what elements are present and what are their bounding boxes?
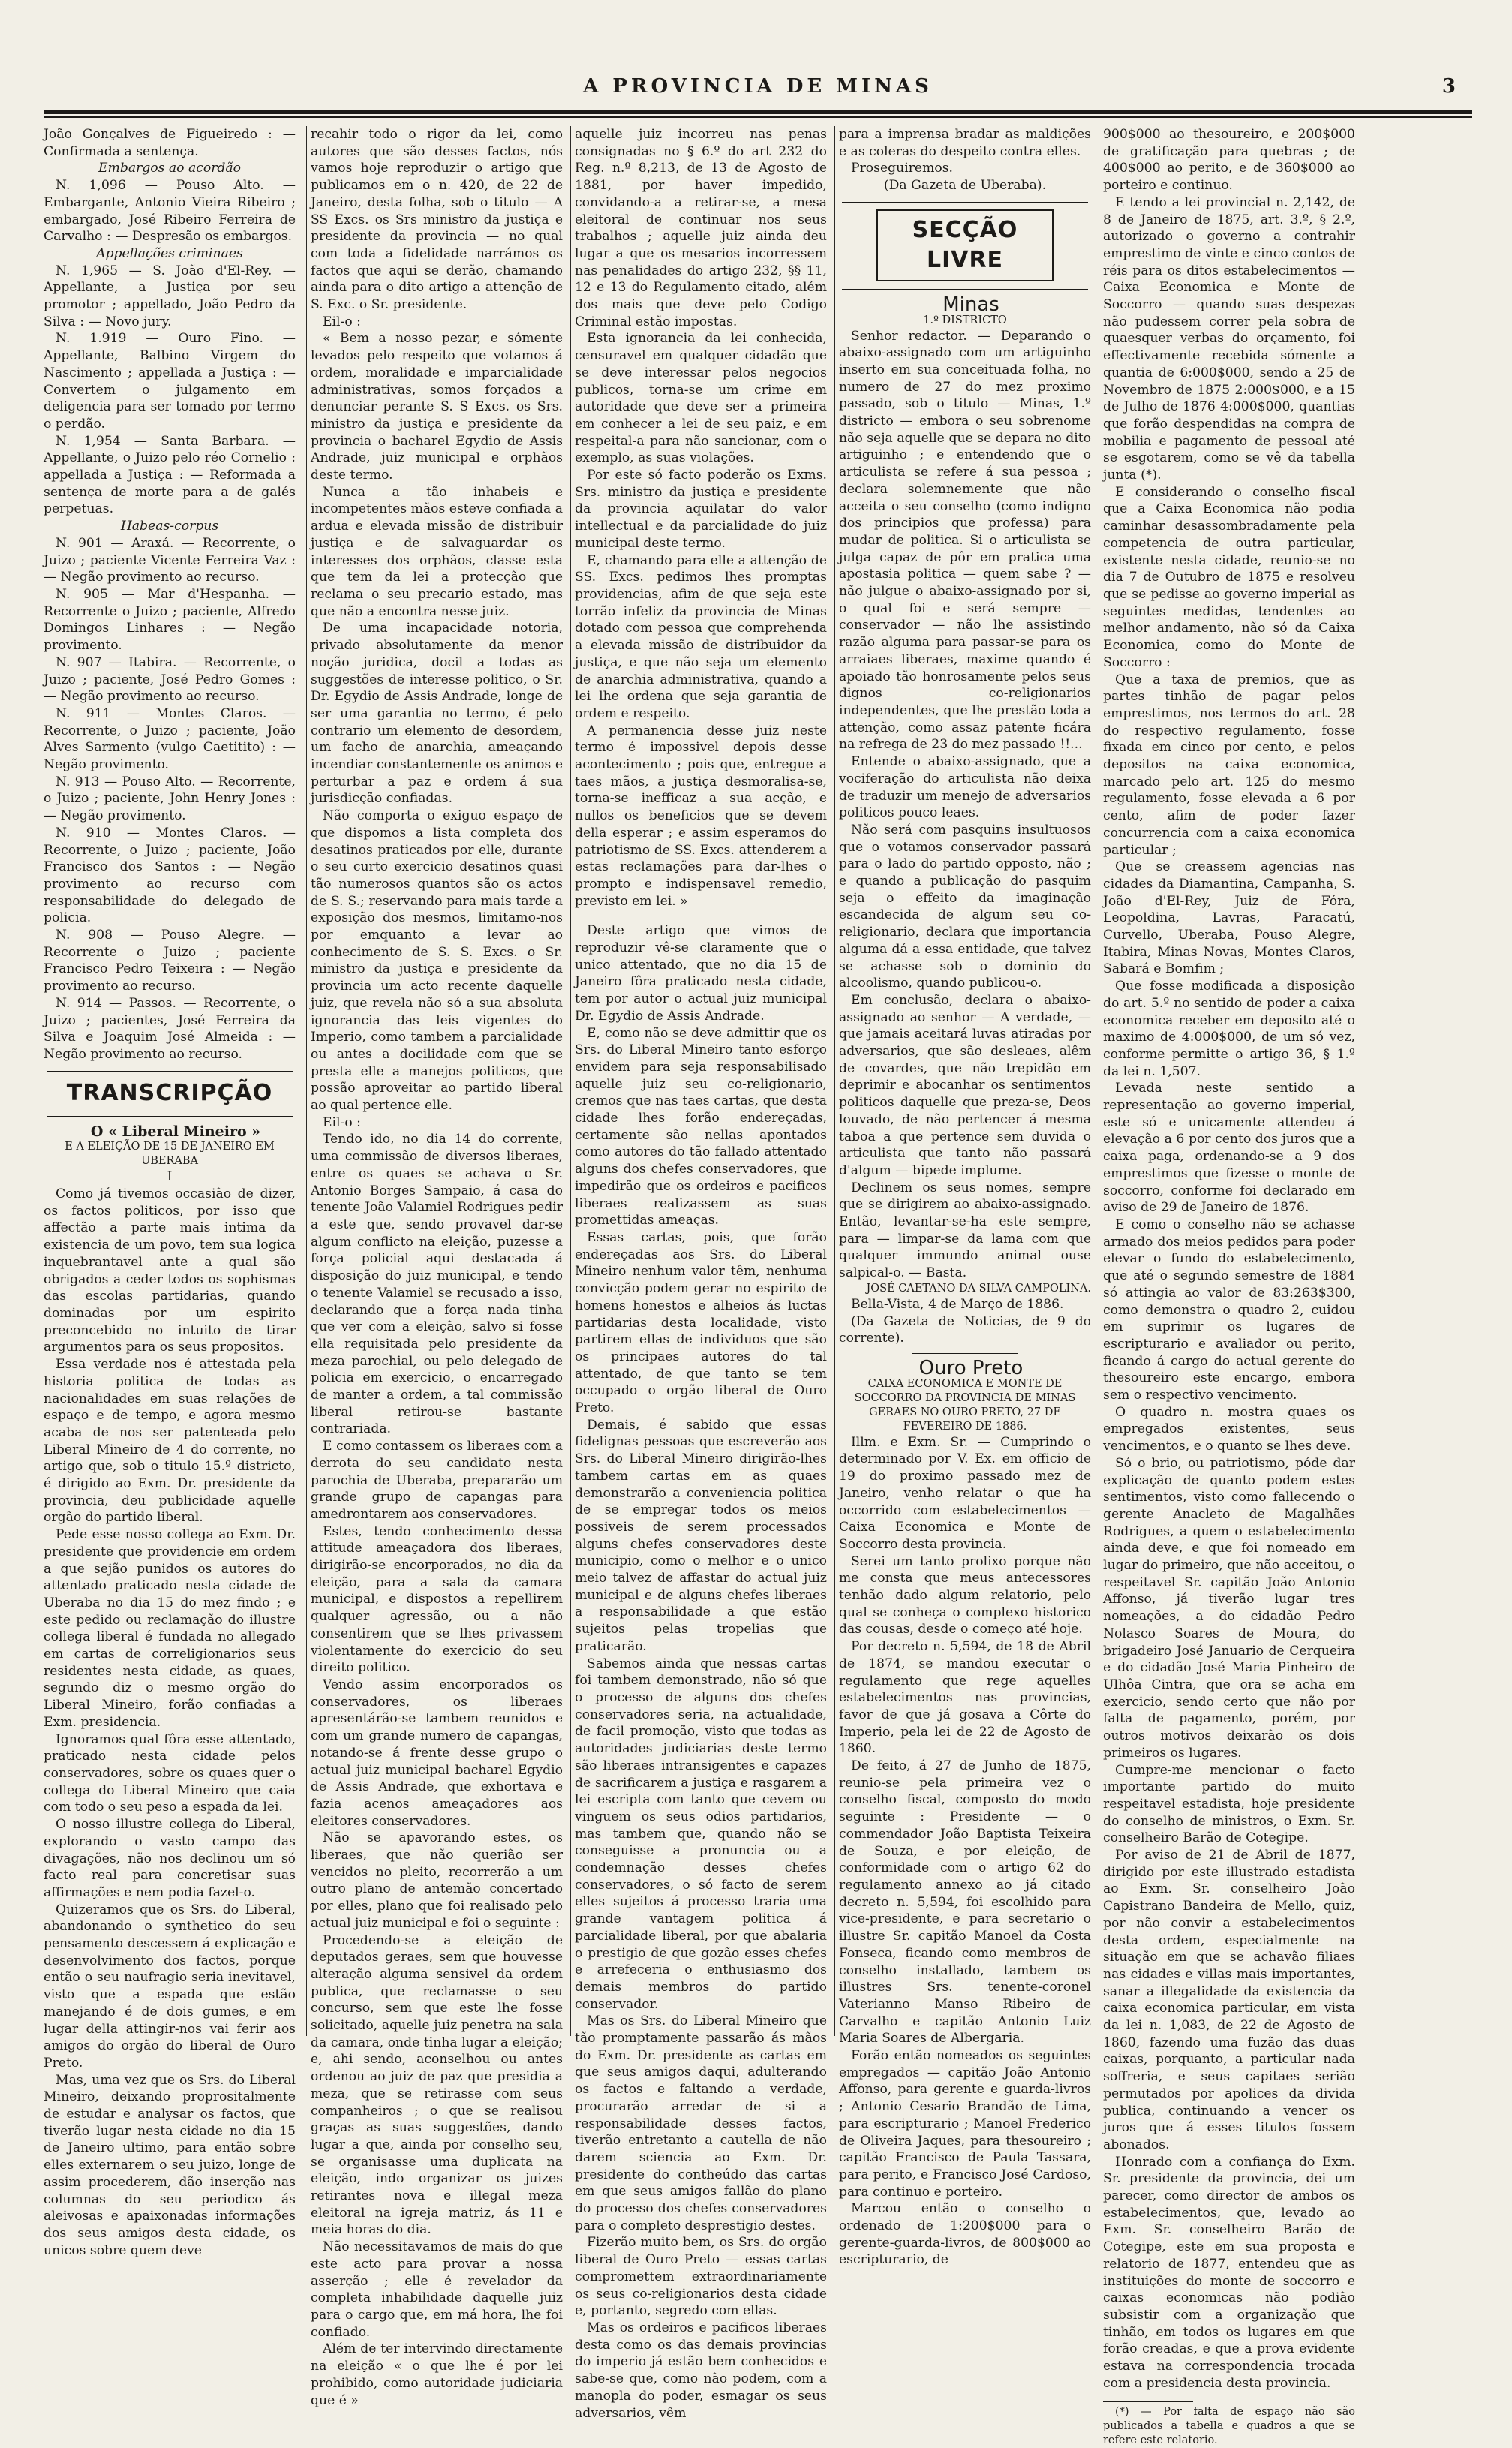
source-credit: (Da Gazeta de Uberaba). (883, 178, 1047, 194)
paragraph: Só o brio, ou patriotismo, póde dar explicação de quanto podem estes sentimentos, visto como fallecendo o gerente Anacleto de Magalhães Rodrigues, a quem o estabelecimento ainda deve, e que foi nomeado em lugar do primeiro, que não acceitou, o respeitavel Sr. capitão João Antonio Affonso, já tiverão lugar tres nomeações, a do cidadão Pedro Nolasco Soares de Moura, do brigadeiro José Januario de Cerqueira e do cidadão José Maria Pinheiro de Ulhôa Cintra, que ora se acha em exercicio, sendo certo que não por falta de pagamento, porém, por outros motivos deixarão os dois primeiros os lugares. (1103, 1455, 1355, 1761)
paragraph: N. 1,954 — Santa Barbara. — Appellante, o Juizo pelo réo Cornelio : appellada a Justiça : — Reformada a sentença de morte para a de galés perpetuas. (44, 433, 296, 517)
paragraph: Senhor redactor. — Deparando o abaixo-assignado com um artiguinho inserto em sua conceituada folha, no numero de 27 do mez proximo passado, sob o titulo — Minas, 1.º districto — embora o seu sobrenome não seja aquelle que se depara no dito artiguinho ; e entendendo que o articulista se refere á sua pessoa ; declara solemnemente que não acceita o seu conselho (como indigno dos principios que professa) para mudar de politica. Si o articulista se julga capaz de pôr em pratica uma apostasia politica — quem sabe ? — não julgue o abaixo-assignado por si, o qual foi e será sempre — conservador — não lhe assistindo razão alguma para passar-se para os arraiaes liberaes, maxime quando é apoiado tão honrosamente pelos seus dignos co-religionarios independentes, que lhe prestão toda a attenção, como assaz patente ficára na refrega de 23 do mez passado !!... (839, 328, 1091, 753)
paragraph: O quadro n. mostra quaes os empregados existentes, seus vencimentos, e o quanto se lhes deve. (1103, 1404, 1355, 1454)
paragraph: Mas, uma vez que os Srs. do Liberal Mineiro, deixando proprositalmente de estudar e analysar os factos, que tiverão lugar nesta cidade no dia 15 de Janeiro ultimo, para então sobre elles externarem o seu juizo, longe de assim procederem, dão inserção nas columnas do seu periodico ás aleivosas e apaixonadas informações dos seus amigos desta cidade, os unicos sobre quem deve (44, 2072, 296, 2258)
paragraph: Levada neste sentido a representação ao governo imperial, este só e unicamente attendeu á elevação a 6 por cento dos juros que a caixa paga, ordenando-se a 9 dos emprestimos que fizesse o monte de soccorro, conforme foi declarado em aviso de 29 de Janeiro de 1876. (1103, 1081, 1355, 1216)
paragraph: Cumpre-me mencionar o facto importante partido do muito respeitavel estadista, hoje presidente do conselho de ministros, o Exm. Sr. conselheiro Barão de Cotegipe. (1103, 1762, 1355, 1846)
paragraph: E, como não se deve admittir que os Srs. do Liberal Mineiro tanto esforço envidem para seja responsabilisado aquelle juiz seu co-religionario, cremos que nas taes cartas, que desta cidade lhes forão endereçadas, certamente são nellas apontados como autores do tão fallado attentado alguns dos chefes conservadores, que impedirão que os ordeiros e pacificos liberaes realizassem as suas promettidas ameaças. (575, 1025, 827, 1229)
paragraph: N. 907 — Itabira. — Recorrente, o Juizo ; paciente, José Pedro Gomes : — Negão provimento ao recurso. (44, 654, 296, 705)
paragraph: Demais, é sabido que essas fidelignas pessoas que escreverão aos Srs. do Liberal Mineiro dirigirão-lhes tambem cartas em as quaes demonstrarão a conveniencia politica de se empregar todos os meios possiveis de serem processados alguns chefes conservadores deste municipio, como o melhor e o unico meio talvez de affastar do actual juiz municipal e de alguns chefes liberaes a responsabilidade a que estão sujeitos pelas tropelias que praticarão. (575, 1417, 827, 1654)
paragraph: Fizerão muito bem, os Srs. do orgão liberal de Ouro Preto — essas cartas compromettem extraordinariamente os seus co-religionarios desta cidade e, portanto, segredo com ellas. (575, 2235, 827, 2319)
source-credit: (Da Gazeta de Noticias, de 9 do corrente). (839, 1313, 1091, 1346)
section-rule (842, 289, 1088, 290)
paragraph: aquelle juiz incorreu nas penas consignadas no § 6.º do art 232 do Reg. n.º 8,213, de 13 de Agosto de 1881, por haver impedido, convidando-a a retirar-se, a mesa eleitoral de continuar nos seus trabalhos ; aquelle juiz ainda deu lugar a que os mesarios incorressem nas penalidades do artigo 232, §§ 11, 12 e 13 do Regulamento citado, além dos mais que deve pelo Codigo Criminal estão impostas. (575, 127, 827, 329)
footnote: (*) — Por falta de espaço não são publicados a tabella e quadros a que se refere este relatorio. (1103, 2405, 1355, 2446)
paragraph: De uma incapacidade notoria, privado absolutamente da menor noção juridica, docil a todas as suggestões de interesse politico, o Sr. Dr. Egydio de Assis Andrade, longe de ser uma garantia no termo, é pelo contrario um elemento de desordem, um facho de anarchia, ameaçando incendiar constantemente os animos e perturbar a paz e ordem á sua jurisdicção confiadas. (311, 621, 563, 807)
column-2 (311, 126, 563, 2408)
paragraph: João Gonçalves de Figueiredo : — Confirmada a sentença. (44, 127, 296, 159)
subheading-embargos: Embargos ao acordão (98, 161, 242, 176)
paragraph: Não se apavorando estes, os liberaes, que não querião ser vencidos no pleito, recorrerão a um outro plano de antemão concertado por elles, plano que foi realisado pelo actual juiz municipal e foi o seguinte : (311, 1830, 563, 1931)
footnote-rule (1103, 2401, 1193, 2402)
paragraph: E tendo a lei provincial n. 2,142, de 8 de Janeiro de 1875, art. 3.º, § 2.º, autorizado o governo a contrahir emprestimo de vinte e cinco contos de réis para os ditos estabelecimentos — Caixa Economica e Monte de Soccorro — quando suas despezas não pudessem correr pela sobra de quaesquer verbas do orçamento, foi effectivamente recebida sómente a quantia de 6:000$000, sendo a 25 de Novembro de 1875 2:000$000, e a 15 de Julho de 1876 4:000$000, quantias que forão despendidas na compra de mobilia e pagamento de pessoal até se esgotarem, como se vê da tabella junta (*). (1103, 194, 1355, 483)
header-rule (44, 110, 1472, 118)
paragraph: Deste artigo que vimos de reproduzir vê-se claramente que o unico attentado, que no dia 15 de Janeiro fôra praticado nesta cidade, tem por autor o actual juiz municipal Dr. Egydio de Assis Andrade. (575, 923, 827, 1024)
paragraph: A permanencia desse juiz neste termo é impossivel depois desse acontecimento ; pois que, entregue a taes mãos, a justiça desmoralisa-se, torna-se inefficaz a sua acção, e nullos os beneficios que se devem della esperar ; e assim esperamos do patriotismo de SS. Excs. attenderem a estas reclamações para dar-lhes o prompto e indispensavel remedio, previsto em lei. » (575, 723, 827, 909)
paragraph: Proseguiremos. (851, 161, 954, 176)
paragraph: Que se creassem agencias nas cidades da Diamantina, Campanha, S. João d'El-Rey, Juiz de Fóra, Leopoldina, Lavras, Paracatú, Curvello, Uberaba, Pouso Alegre, Itabira, Minas Novas, Montes Claros, Sabará e Bomfim ; (1103, 859, 1355, 977)
paragraph: Honrado com a confiança do Exm. Sr. presidente da provincia, dei um parecer, como director de ambos os estabelecimentos, que, levado ao Exm. Sr. conselheiro Barão de Cotegipe, este em sua proposta e relatorio de 1877, entendeu que as instituições do monte de soccorro e caixas economicas não podião subsistir com a organização que tinhão, em todos os lugares em que forão creadas, e que a prova evidente estava na correspondencia trocada com a presidencia desta provincia. (1103, 2154, 1355, 2391)
paragraph: Marcou então o conselho o ordenado de 1:200$000 para o gerente-guarda-livros, de 800$000 ao escripturario, de (839, 2201, 1091, 2268)
paragraph: E como o conselho não se achasse armado dos meios pedidos para poder elevar o fundo do estabelecimento, que até o segundo semestre de 1884 só attingia ao valor de 83:263$300, como demonstra o quadro 2, cuidou em suprimir os lugares de escripturario e avaliador ou perito, ficando á cargo do actual gerente do thesoureiro este encargo, embora sem o respectivo vencimento. (1103, 1217, 1355, 1403)
paragraph: Mas os ordeiros e pacificos liberaes desta como os das demais provincias do imperio já estão bem conhecidos e sabe-se que, como não podem, com a manopla do poder, esmagar os seus adversarios, vêm (575, 2320, 827, 2421)
paragraph: Em conclusão, declara o abaixo-assignado ao senhor — A verdade, — que jamais aceitará luvas atiradas por adversarios, que são desleaes, alêm de covardes, que não trepidão em deprimir e abocanhar os sentimentos politicos daquelle que preza-se, Deos louvado, de não pertencer á mesma taboa a que pertence sem duvida o articulista que tanto não passará d'algum — bipede implume. (839, 992, 1091, 1178)
paragraph: Essas cartas, pois, que forão endereçadas aos Srs. do Liberal Mineiro nenhum valor têm, nenhuma convicção podem gerar no espirito de homens honestos e alheios ás luctas partidarias desta localidade, visto partirem ellas de individuos que são os principaes autores do tal attentado, de que tanto se tem occupado o orgão liberal de Ouro Preto. (575, 1230, 827, 1416)
paragraph: N. 908 — Pouso Alegre. — Recorrente o Juizo ; paciente Francisco Pedro Teixeira : — Negão provimento ao recurso. (44, 928, 296, 994)
paragraph: E, chamando para elle a attenção de SS. Excs. pedimos lhes promptas providencias, afim de que seja este torrão infeliz da provincia de Minas dotado com pessoa que comprehenda a elevada missão de distribuidor da justiça, e que não seja um elemento de anarchia administrativa, quando a lei lhe ordena que seja garantia de ordem e respeito. (575, 552, 827, 721)
paragraph: Estes, tendo conhecimento dessa attitude ameaçadora dos liberaes, dirigirão-se encorporados, no dia da eleição, para a sala da camara municipal, e dispostos a repellirem qualquer agressão, ou a não consentirem que se lhes privassem violentamente do exercicio do seu direito politico. (311, 1523, 563, 1676)
signature: JOSÉ CAETANO DA SILVA CAMPOLINA. (866, 1282, 1091, 1295)
paragraph: E como contassem os liberaes com a derrota do seu candidato nesta parochia de Uberaba, prepararão um grande grupo de capangas para amedrontarem aos conservadores. (311, 1439, 563, 1522)
article-title: O « Liberal Mineiro » (90, 1123, 261, 1140)
column-4 (839, 126, 1091, 2268)
paragraph: Por este só facto poderão os Exms. Srs. ministro da justiça e presidente da provincia aquilatar do valor intellectual e da parcialidade do juiz municipal deste termo. (575, 468, 827, 551)
section-rule (47, 1116, 293, 1117)
column-5 (1103, 126, 1355, 2446)
article-part-number: I (167, 1169, 173, 1185)
paragraph: Forão então nomeados os seguintes empregados — capitão João Antonio Affonso, para gerente e guarda-livros ; Antonio Cesario Brandão de Lima, para escripturario ; Manoel Frederico de Oliveira Jaques, para thesoureiro ; capitão Francisco de Paula Tassara, para perito, e Francisco José Cardoso, para continuo e porteiro. (839, 2048, 1091, 2200)
paragraph: 900$000 ao thesoureiro, e 200$000 de gratificação para quebras ; de 400$000 ao perito, e de 360$000 ao porteiro e continuo. (1103, 127, 1355, 194)
paragraph: N. 1,096 — Pouso Alto. — Embargante, Antonio Vieira Ribeiro ; embargado, José Ribeiro Ferreira de Carvalho : — Despresão os embargos. (44, 178, 296, 245)
paragraph: E considerando o conselho fiscal que a Caixa Economica não podia caminhar desassombradamente pela competencia de outra particular, existente nesta cidade, reunio-se no dia 7 de Outubro de 1875 e resolveu que se pedisse ao governo imperial as seguintes medidas, tendentes ao melhor andamento, não só da Caixa Economica, como do Monte de Soccorro : (1103, 484, 1355, 670)
page-number: 3 (1441, 75, 1456, 98)
paragraph: Serei um tanto prolixo porque não me consta que meus antecessores tenhão dado algum relatorio, pelo qual se conheça o complexo historico das cousas, desde o começo até hoje. (839, 1553, 1091, 1638)
column-3 (575, 126, 827, 2421)
paragraph: Nunca a tão inhabeis e incompetentes mãos esteve confiada a ardua e elevada missão de distribuir justiça e de salvaguardar os interesses dos orphãos, classe esta que tem da lei a protecção que reclama o seu precario estado, mas que não a encontra nesse juiz. (311, 484, 563, 619)
subheading-appellacoes: Appellações criminaes (96, 245, 243, 261)
article-subtitle: 1.º DISTRICTO (923, 314, 1007, 326)
column-divider (306, 126, 307, 2036)
paragraph: Que fosse modificada a disposição do art. 5.º no sentido de poder a caixa economica receber em deposito até o maximo de 4:000$000, de um só vez, conforme permitte o artigo 36, § 1.º da lei n. 1,507. (1103, 979, 1355, 1079)
paragraph: Entende o abaixo-assignado, que a vociferação do articulista não deixa de traduzir um menejo de adversarios politicos pouco leaes. (839, 754, 1091, 821)
section-rule (47, 1071, 293, 1072)
column-divider (570, 126, 571, 2036)
paragraph: « Bem a nosso pezar, e sómente levados pelo respeito que votamos á ordem, moralidade e imparcialidade administrativas, somos forçados a denunciar perante S. S Excs. os Srs. ministro da justiça e presidente da provincia o bacharel Egydio de Assis Andrade, juiz municipal e orphãos deste termo. (311, 331, 563, 483)
paragraph: Mas os Srs. do Liberal Mineiro que tão promptamente passarão ás mãos do Exm. Dr. presidente as cartas em que seus amigos daqui, adulterando os factos e faltando a verdade, procurarão arredar de si a responsabilidade desses factos, tiverão entretanto a cautella de não darem sciencia ao Exm. Dr. presidente do contheúdo das cartas em que seus amigos fallão do plano do processo dos chefes conservadores para o completo desprestigio destes. (575, 2013, 827, 2233)
paragraph: Vendo assim encorporados os conservadores, os liberaes apresentárão-se tambem reunidos e com um grande numero de capangas, notando-se á frente desse grupo o actual juiz municipal bacharel Egydio de Assis Andrade, que exhortava e fazia acenos ameaçadores aos eleitores conservadores. (311, 1677, 563, 1829)
paragraph: Não comporta o exiguo espaço de que dispomos a lista completa dos desatinos praticados por elle, durante o seu curto exercicio desatinos quasi tão numerosos quantos são os actos de S. S.; reservando para mais tarde a exposição dos mesmos, limitamo-nos por emquanto a levar ao conhecimento de S. S. Excs. o Sr. ministro da justiça e presidente da provincia um acto recente daquelle juiz, que revela não só a sua absoluta ignorancia das leis vigentes do Imperio, como tambem a parcialidade ou antes a docilidade com que se presta elle a manejos politicos, que possão aproveitar ao partido liberal ao qual pertence elle. (311, 808, 563, 1114)
paragraph: Sabemos ainda que nessas cartas foi tambem demonstrado, não só que o processo de alguns dos chefes conservadores seria, na actualidade, de facil promoção, visto que todas as autoridades judiciarias deste termo são liberaes intransigentes e capazes de sacrificarem a justiça e rasgarem a lei escripta com tanto que cevem ou vinguem os seus odios partidarios, mas tambem que, quando não se conseguisse a pronuncia ou a condemnação desses chefes conservadores, o só facto de serem elles sujeitos á processo traria uma grande vantagem politica á parcialidade liberal, por que abalaria o prestigio de que gozão esses chefes e arrefeceria o enthusiasmo dos demais membros do partido conservador. (575, 1656, 827, 2012)
section-rule (842, 202, 1088, 203)
paragraph: Esta ignorancia da lei conhecida, censuravel em qualquer cidadão que se deve interessar pelos negocios publicos, torna-se um crime em autoridade que deve ser a primeira em conhecer a lei de seu paiz, e em respeital-a para não sancionar, com o exemplo, as suas violações. (575, 331, 827, 466)
section-heading-box (876, 209, 1054, 281)
paragraph: N. 1,965 — S. João d'El-Rey. — Appellante, a Justiça por seu promotor ; appellado, João Pedro da Silva : — Novo jury. (44, 263, 296, 329)
paragraph: O nosso illustre collega do Liberal, explorando o vasto campo das divagações, não nos declinou um só facto real para concretisar suas affirmações e nem podia fazel-o. (44, 1817, 296, 1900)
paragraph: Ignoramos qual fôra esse attentado, praticado nesta cidade pelos conservadores, sobre os quaes quer o collega do Liberal Mineiro que caia com todo o seu peso a espada da lei. (44, 1731, 296, 1815)
paragraph: N. 905 — Mar d'Hespanha. — Recorrente o Juizo ; paciente, Alfredo Domingos Linhares : — Negão provimento. (44, 586, 296, 654)
paragraph: De feito, á 27 de Junho de 1875, reunio-se pela primeira vez o conselho fiscal, composto do modo seguinte : Presidente — o commendador João Baptista Teixeira de Souza, e por eleição, de conformidade com o artigo 62 do regulamento annexo ao já citado decreto n. 5,594, foi escolhido para vice-presidente, e para secretario o illustre Sr. capitão Manoel da Costa Fonseca, ficando como membros de conselho installado, tambem os illustres Srs. tenente-coronel Vaterianno Manso Ribeiro de Carvalho e capitão Antonio Luiz Maria Soares de Albergaria. (839, 1758, 1091, 2047)
section-heading-transcripcao: TRANSCRIPÇÃO (66, 1079, 273, 1106)
paragraph: Illm. e Exm. Sr. — Cumprindo o determinado por V. Ex. em officio de 19 do proximo passado mez de Janeiro, venho relatar o que ha occorrido com estabelecimentos —Caixa Economica e Monte de Soccorro desta provincia. (839, 1434, 1091, 1552)
paragraph: Além de ter intervindo directamente na eleição « o que lhe é por lei prohibido, como autoridade judiciaria que é » (311, 2341, 563, 2408)
paragraph: Que a taxa de premios, que as partes tinhão de pagar pelos emprestimos, nos termos do art. 28 do respectivo regulamento, fosse fixada em cinco por cento, e pelos depositos na caixa economica, marcado pelo art. 125 do mesmo regulamento, fosse elevada a 6 por cento, afim de poder fazer concurrencia com a caixa economica particular ; (1103, 672, 1355, 858)
paragraph: Quizeramos que os Srs. do Liberal, abandonando o synthetico do seu pensamento descessem á explicação e desenvolvimento dos factos, porque então o seu naufragio seria inevitavel, visto que a espada que estão manejando é de dois gumes, e em lugar della attingir-nos vai ferir aos amigos do orgão do liberal de Ouro Preto. (44, 1902, 296, 2071)
subheading-habeas-corpus: Habeas-corpus (120, 519, 219, 534)
section-heading-seccao-livre: SECÇÃO LIVRE (912, 216, 1018, 273)
article-subtitle: CAIXA ECONOMICA E MONTE DE SOCCORRO DA PROVINCIA DE MINAS GERAES NO OURO PRETO, 27 DE FEVEREIRO DE 1886. (854, 1377, 1076, 1433)
paragraph: Não será com pasquins insultuosos que o votamos conservador passará para o lado do partido opposto, não ; e quando a publicação do pasquim seja o effeito da imaginação escandecida de algum seu co-religionario, declara que importancia alguma dá a essa entidade, que talvez se achasse sob o dominio do alcoolismo, quando publicou-o. (839, 822, 1091, 991)
column-1 (44, 126, 296, 2258)
paragraph: Por decreto n. 5,594, de 18 de Abril de 1874, se mandou executar o regulamento que rege aquelles estabelecimentos nas provincias, favor de que já gosava a Côrte do Imperio, pela lei de 22 de Agosto de 1860. (839, 1639, 1091, 1757)
paragraph: Tendo ido, no dia 14 do corrente, uma commissão de diversos liberaes, entre os quaes se achava o Sr. Antonio Borges Sampaio, á casa do tenente João Valamiel Rodrigues pedir a este que, sendo provavel dar-se algum conflicto na eleição, puzesse a força policial aqui destacada á disposição do juiz municipal, e tendo o tenente Valamiel se recusado a isso, declarando que a força nada tinha que ver com a eleição, salvo si fosse ella requisitada pelo presidente da meza parochial, ou pelo delegado de policia em exercicio, o encarregado de manter a ordem, a tal commissão liberal retirou-se bastante contrariada. (311, 1132, 563, 1437)
paragraph: N. 901 — Araxá. — Recorrente, o Juizo ; paciente Vicente Ferreira Vaz : — Negão provimento ao recurso. (44, 535, 296, 585)
paragraph: Essa verdade nos é attestada pela historia politica de todas as nacionalidades em suas relações de espaço e de tempo, e agora mesmo acaba de nos ser patenteada pelo Liberal Mineiro de 4 do corrente, no artigo que, sob o titulo 15.º districto, é dirigido ao Exm. Dr. presidente da provincia, deu publicidade aquelle orgão do partido liberal. (44, 1357, 296, 1526)
paragraph: Eil-o : (323, 1114, 361, 1130)
paragraph: recahir todo o rigor da lei, como autores que são desses factos, nós vamos hoje reproduzir o artigo que publicamos em o n. 420, de 22 de Janeiro, desta folha, sob o titulo — A SS Excs. os Srs ministro da justiça e presidente da provincia — no qual com toda a fidelidade narrámos os factos que aqui se derão, chamando ainda para o dito artigo a attenção de S. Exc. o Sr. presidente. (311, 127, 563, 313)
paragraph: N. 910 — Montes Claros. — Recorrente, o Juizo ; paciente, João Francisco dos Santos : — Negão provimento ao recurso com responsabilidade do delegado de policia. (44, 825, 296, 926)
article-subtitle: E A ELEIÇÃO DE 15 DE JANEIRO EM UBERABA (65, 1141, 275, 1168)
article-title-minas: Minas (942, 293, 999, 316)
paragraph: N. 914 — Passos. — Recorrente, o Juizo ; pacientes, José Ferreira da Silva e Joaquim José Almeida : — Negão provimento ao recurso. (44, 995, 296, 1062)
article-divider (912, 1353, 1018, 1354)
column-divider (834, 126, 835, 2036)
paragraph: para a imprensa bradar as maldições e as coleras do despeito contra elles. (839, 127, 1091, 159)
newspaper-title: A PROVINCIA DE MINAS (583, 75, 933, 98)
paragraph: Pede esse nosso collega ao Exm. Dr. presidente que providencie em ordem a que sejão punidos os autores do attentado praticado nesta cidade de Uberaba no dia 15 do mez findo ; e este pedido ou reclamação do illustre collega liberal é fundada no allegado em cartas de correligionarios seus residentes nesta cidade, as quaes, segundo diz o mesmo orgão do Liberal Mineiro, forão confiadas a Exm. presidencia. (44, 1527, 296, 1730)
paragraph: Como já tivemos occasião de dizer, os factos politicos, por isso que affectão a parte mais intima da existencia de um povo, tem sua logica inquebrantavel ante a qual são obrigados a ceder todos os sophismas das escolas partidarias, quando dominadas por um espirito preconcebido no intuito de tirar argumentos para os seus propositos. (44, 1186, 296, 1355)
paragraph: Não necessitavamos de mais do que este acto para provar a nossa asserção ; elle é revelador da completa inhabilidade daquelle juiz para o cargo que, em má hora, lhe foi confiado. (311, 2239, 563, 2340)
paragraph: Procedendo-se a eleição de deputados geraes, sem que houvesse alteração alguma sensivel da ordem publica, que reclamasse o seu concurso, sem que este lhe fosse solicitado, aquelle juiz penetra na sala da camara, onde tinha lugar a eleição; e, ahi sendo, aconselhou ou antes ordenou ao juiz de paz que presidia a meza, que se retirasse com seus companheiros ; o que se realisou graças as suas suggestões, dando lugar a que, ainda por conselho seu, se organisasse uma duplicata na eleição, indo organizar os juizes retirantes nova e illegal meza eleitoral na igreja matriz, ás 11 e meia horas do dia. (311, 1932, 563, 2238)
paragraph: Por aviso de 21 de Abril de 1877, dirigido por este illustrado estadista ao Exm. Sr. conselheiro João Capistrano Bandeira de Mello, quiz, por não convir a estabelecimentos desta ordem, especialmente na situação em que se achavão filiaes nas cidades e villas mais importantes, sanar a illegalidade da existencia da caixa economica particular, em vista da lei n. 1,083, de 22 de Agosto de 1860, fazendo uma fuzão das duas caixas, porquanto, a particular nada soffreria, e seus capitaes serião permutados por apolices da divida publica, continuando a vencer os juros que á esses titulos fossem abonados. (1103, 1848, 1355, 2152)
article-title-ouro-preto: Ouro Preto (918, 1357, 1024, 1379)
paragraph: N. 1.919 — Ouro Fino. — Appellante, Balbino Virgem do Nascimento ; appellada a Justiça : — Convertem o julgamento em deligencia para ser tomado por termo o perdão. (44, 331, 296, 432)
dateline: Bella-Vista, 4 de Março de 1886. (851, 1296, 1064, 1312)
paragraph: Eil-o : (323, 314, 361, 329)
paragraph: N. 911 — Montes Claros. — Recorrente, o Juizo ; paciente, João Alves Sarmento (vulgo Caetitito) : — Negão provimento. (44, 705, 296, 773)
paragraph: Declinem os seus nomes, sempre que se dirigirem ao abaixo-assignado. Então, levantar-se-ha este sempre, para — limpar-se da lama com que qualquer immundo animal ouse salpical-o. — Basta. (839, 1180, 1091, 1281)
paragraph: N. 913 — Pouso Alto. — Recorrente, o Juizo ; paciente, John Henry Jones : — Negão provimento. (44, 774, 296, 824)
